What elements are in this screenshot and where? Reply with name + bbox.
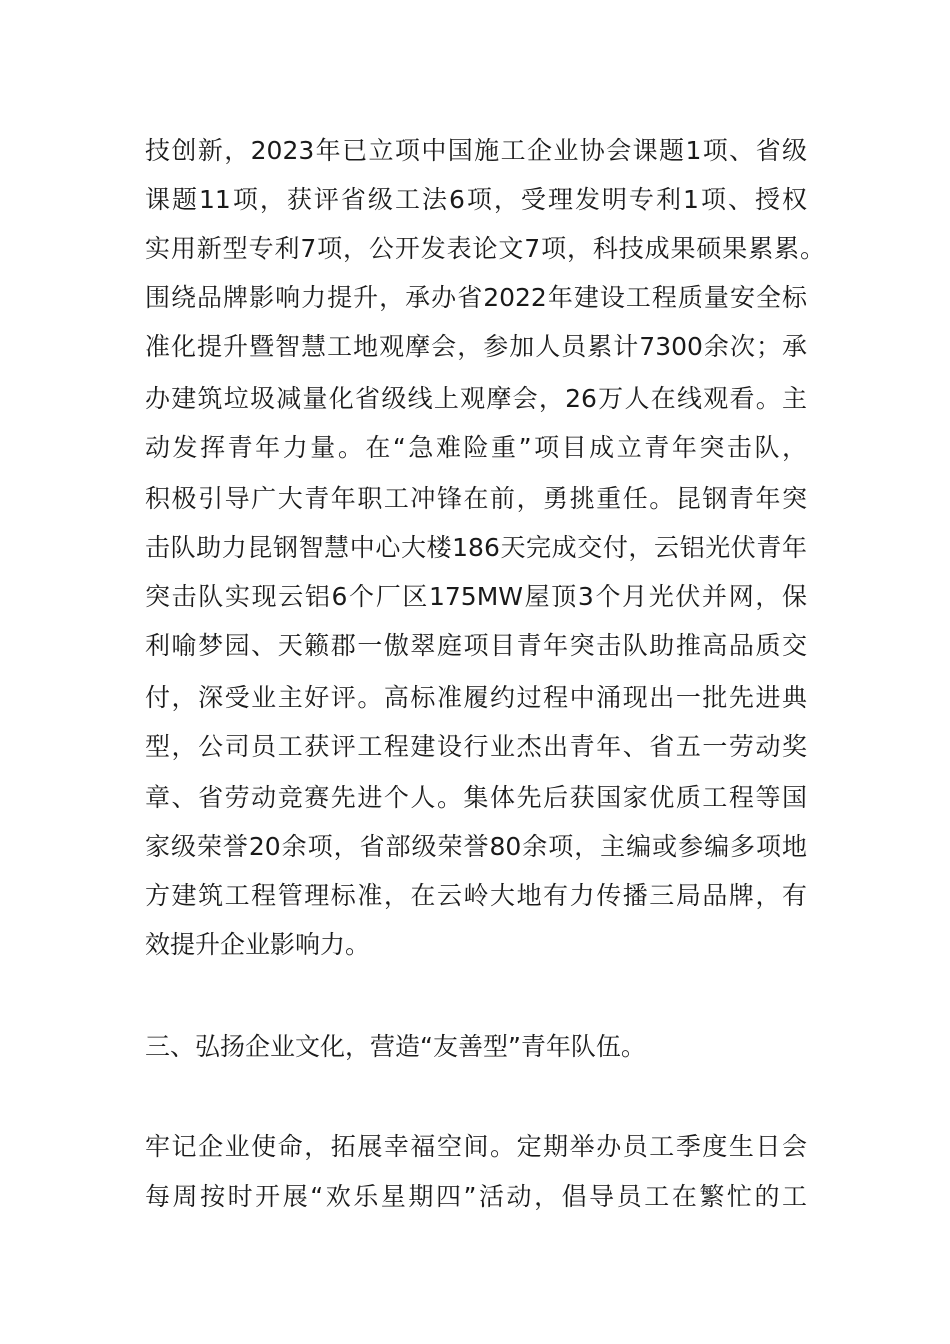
text-line: 准化提升暨智慧工地观摩会，参加人员累计7300余次；承 (145, 332, 807, 361)
text-line: 击队助力昆钢智慧中心大楼186天完成交付，云铝光伏青年 (145, 533, 807, 562)
text-line: 付，深受业主好评。高标准履约过程中涌现出一批先进典 (145, 683, 807, 712)
text-line: 方建筑工程管理标准，在云岭大地有力传播三局品牌，有 (145, 881, 807, 910)
text-line: 积极引导广大青年职工冲锋在前，勇挑重任。昆钢青年突 (145, 484, 807, 513)
text-line: 技创新，2023年已立项中国施工企业协会课题1项、省级 (145, 136, 807, 165)
text-line: 课题11项，获评省级工法6项，受理发明专利1项、授权 (145, 185, 807, 214)
text-line: 家级荣誉20余项，省部级荣誉80余项，主编或参编多项地 (145, 832, 807, 861)
text-line: 效提升企业影响力。 (145, 930, 371, 959)
text-line: 型，公司员工获评工程建设行业杰出青年、省五一劳动奖 (145, 732, 807, 761)
text-line: 牢记企业使命，拓展幸福空间。定期举办员工季度生日会 (145, 1132, 807, 1161)
text-line: 动发挥青年力量。在“急难险重”项目成立青年突击队， (145, 433, 807, 462)
text-line: 实用新型专利7项，公开发表论文7项，科技成果硕果累累。 (145, 234, 825, 263)
text-line: 办建筑垃圾减量化省级线上观摩会，26万人在线观看。主 (145, 384, 807, 413)
text-line: 章、省劳动竞赛先进个人。集体先后获国家优质工程等国 (145, 783, 807, 812)
text-line: 每周按时开展“欢乐星期四”活动，倡导员工在繁忙的工 (145, 1182, 807, 1211)
text-line: 围绕品牌影响力提升，承办省2022年建设工程质量安全标 (145, 283, 807, 312)
text-line: 利喻梦园、天籁郡一傲翠庭项目青年突击队助推高品质交 (145, 631, 807, 660)
heading-line: 三、弘扬企业文化，营造“友善型”青年队伍。 (145, 1032, 646, 1061)
text-line: 突击队实现云铝6个厂区175MW屋顶3个月光伏并网，保 (145, 582, 807, 611)
